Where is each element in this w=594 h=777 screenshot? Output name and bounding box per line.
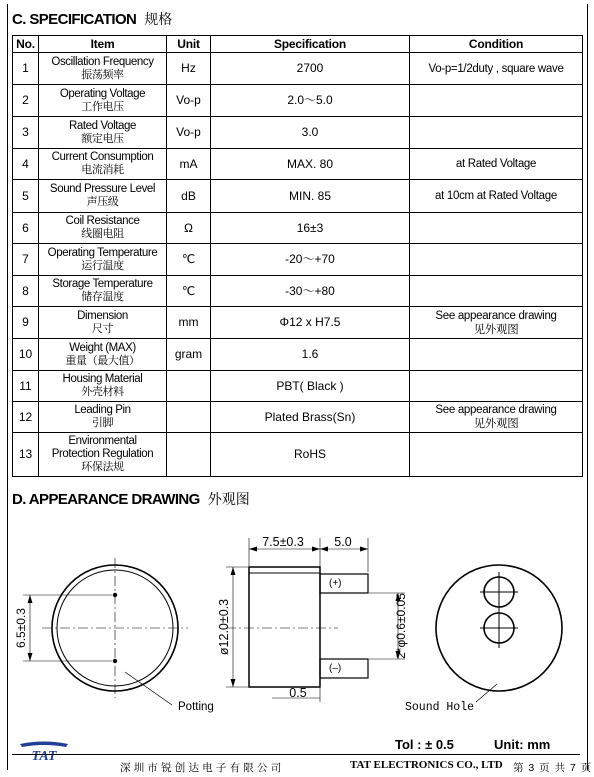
pin-negative xyxy=(320,659,368,678)
cell-item xyxy=(39,433,167,477)
cell-unit: Hz xyxy=(167,53,211,85)
cell-unit xyxy=(167,371,211,402)
cell-unit: gram xyxy=(167,339,211,371)
cell-no: 7 xyxy=(13,244,39,276)
condition-text: See appearance drawing xyxy=(435,309,557,322)
dim-pitch-label: 6.5±0.3 xyxy=(14,608,28,648)
item-name-en: Coil Resistance xyxy=(65,215,140,227)
table-body xyxy=(13,53,583,477)
pin-hole-bottom xyxy=(113,659,117,663)
logo-arc xyxy=(20,742,68,748)
cell-unit: dB xyxy=(167,180,211,213)
cell-no: 11 xyxy=(13,371,39,402)
table-row xyxy=(13,402,583,433)
page-number: 第 3 页 共 7 页 xyxy=(513,762,593,774)
cell-spec: -30～+80 xyxy=(211,276,410,307)
cell-condition xyxy=(410,371,583,402)
cell-no: 6 xyxy=(13,213,39,244)
appearance-drawing xyxy=(0,510,594,730)
cell-no: 2 xyxy=(13,85,39,117)
cell-no: 3 xyxy=(13,117,39,149)
item-name-en: Weight (MAX) xyxy=(69,341,136,354)
item-name-en: Sound Pressure Level xyxy=(49,183,156,195)
footer-rule xyxy=(12,754,580,755)
item-name-en: Current Consumption xyxy=(51,151,154,163)
item-name-en: Storage Temperature xyxy=(52,278,153,290)
cell-unit: mm xyxy=(167,307,211,339)
header-item: Item xyxy=(39,36,167,53)
table-row xyxy=(13,117,583,149)
table-row xyxy=(13,244,583,276)
table-row xyxy=(13,53,583,85)
company-logo xyxy=(18,741,70,763)
cell-spec: 2.0～5.0 xyxy=(211,85,410,117)
cell-item xyxy=(39,371,167,402)
logo-text: TAT xyxy=(31,749,57,763)
cell-unit: mA xyxy=(167,149,211,180)
potting-label: Potting xyxy=(178,701,214,713)
cell-unit: ℃ xyxy=(167,276,211,307)
header-unit: Unit xyxy=(167,36,211,53)
item-name-en: Rated Voltage xyxy=(68,119,137,132)
cell-unit: ℃ xyxy=(167,244,211,276)
cell-spec: Φ12 x H7.5 xyxy=(211,307,410,339)
side-view xyxy=(217,535,408,702)
item-name-en: Operating Voltage xyxy=(59,87,146,100)
cell-item xyxy=(39,85,167,117)
cell-spec: MAX. 80 xyxy=(211,149,410,180)
cell-no: 12 xyxy=(13,402,39,433)
section-d-heading xyxy=(12,489,250,509)
cell-condition xyxy=(410,339,583,371)
condition-text: See appearance drawing xyxy=(435,404,557,416)
cell-unit: Vo-p xyxy=(167,117,211,149)
condition-text: at Rated Voltage xyxy=(455,158,537,170)
table-row xyxy=(13,180,583,213)
cell-item xyxy=(39,244,167,276)
cell-unit xyxy=(167,402,211,433)
pin-positive-label: (+) xyxy=(329,578,342,589)
tolerance-note: Tol : ± 0.5 xyxy=(395,737,454,752)
cell-spec: RoHS xyxy=(211,433,410,477)
unit-note: Unit: mm xyxy=(494,737,551,752)
item-name-en-2: Protection Regulation xyxy=(51,448,154,460)
section-d-title: D. APPEARANCE DRAWING xyxy=(12,491,200,508)
cell-item xyxy=(39,117,167,149)
condition-text-cn: 见外观图 xyxy=(473,323,519,336)
item-name-cn: 额定电压 xyxy=(81,132,124,145)
item-name-cn: 重量（最大值） xyxy=(65,354,140,367)
cell-spec: 3.0 xyxy=(211,117,410,149)
cell-item xyxy=(39,276,167,307)
item-name-en: Oscillation Frequency xyxy=(51,55,154,68)
table-row xyxy=(13,307,583,339)
cell-no: 5 xyxy=(13,180,39,213)
header-condition: Condition xyxy=(410,36,583,53)
cell-unit xyxy=(167,433,211,477)
condition-text: Vo-p=1/2duty , square wave xyxy=(428,62,564,75)
header-spec: Specification xyxy=(211,36,410,53)
table-row xyxy=(13,213,583,244)
cell-spec: -20～+70 xyxy=(211,244,410,276)
sound-hole-leader xyxy=(476,684,497,702)
cell-condition xyxy=(410,307,583,339)
item-name-cn: 环保法规 xyxy=(81,461,124,473)
item-name-en: Leading Pin xyxy=(74,404,131,416)
table-header-row xyxy=(13,36,583,53)
cell-no: 9 xyxy=(13,307,39,339)
top-view xyxy=(405,565,562,714)
pin-hole-top xyxy=(113,593,117,597)
cell-condition xyxy=(410,244,583,276)
dim-pin-label: 5.0 xyxy=(334,535,352,549)
cell-no: 10 xyxy=(13,339,39,371)
table-row xyxy=(13,433,583,477)
cell-item xyxy=(39,213,167,244)
cell-condition xyxy=(410,213,583,244)
item-name-cn: 引脚 xyxy=(91,417,114,429)
table-row xyxy=(13,339,583,371)
cell-no: 8 xyxy=(13,276,39,307)
cell-condition xyxy=(410,85,583,117)
cell-condition xyxy=(410,149,583,180)
dim-base-label: 0.5 xyxy=(289,686,307,700)
item-name-cn: 外壳材料 xyxy=(81,386,124,398)
specification-table xyxy=(12,35,583,477)
cell-condition xyxy=(410,433,583,477)
cell-spec: PBT( Black ) xyxy=(211,371,410,402)
bottom-view xyxy=(14,558,214,713)
cell-spec: Plated Brass(Sn) xyxy=(211,402,410,433)
company-name-en: TAT ELECTRONICS CO., LTD xyxy=(350,759,503,771)
dim-pindia-label: 2*φ0.6±0.05 xyxy=(394,593,408,659)
item-name-cn: 电流消耗 xyxy=(81,164,124,176)
item-name-en: Housing Material xyxy=(62,373,143,385)
condition-text: at 10cm at Rated Voltage xyxy=(435,190,557,202)
item-name-cn: 线圈电阻 xyxy=(81,228,124,240)
item-name-cn: 声压级 xyxy=(86,196,119,208)
side-view-body xyxy=(249,567,320,687)
cell-no: 4 xyxy=(13,149,39,180)
pin-negative-label: (–) xyxy=(329,663,342,674)
cell-unit: Ω xyxy=(167,213,211,244)
item-name-cn: 储存温度 xyxy=(81,291,124,303)
condition-text-cn: 见外观图 xyxy=(473,418,519,430)
cell-no: 1 xyxy=(13,53,39,85)
sound-hole-label: Sound Hole xyxy=(405,701,475,714)
cell-spec: 2700 xyxy=(211,53,410,85)
dim-dia-label: ø12.0±0.3 xyxy=(217,598,231,656)
cell-no: 13 xyxy=(13,433,39,477)
table-row xyxy=(13,276,583,307)
company-name-cn: 深圳市锐创达电子有限公司 xyxy=(120,762,285,774)
header-no: No. xyxy=(13,36,39,53)
item-name-cn: 尺寸 xyxy=(91,322,114,335)
section-c-title: C. SPECIFICATION xyxy=(12,11,137,28)
cell-condition xyxy=(410,53,583,85)
cell-condition xyxy=(410,402,583,433)
table-row xyxy=(13,149,583,180)
cell-condition xyxy=(410,276,583,307)
cell-item xyxy=(39,339,167,371)
item-name-cn: 工作电压 xyxy=(81,100,124,113)
table-row xyxy=(13,85,583,117)
cell-item xyxy=(39,53,167,85)
cell-unit: Vo-p xyxy=(167,85,211,117)
item-name-en: Environmental xyxy=(68,435,137,447)
item-name-en: Operating Temperature xyxy=(47,246,158,259)
cell-item xyxy=(39,402,167,433)
cell-condition xyxy=(410,117,583,149)
cell-spec: MIN. 85 xyxy=(211,180,410,213)
item-name-cn: 运行温度 xyxy=(81,259,124,272)
dim-width-label: 7.5±0.3 xyxy=(262,535,304,549)
pin-positive xyxy=(320,574,368,593)
cell-item xyxy=(39,149,167,180)
item-name-en: Dimension xyxy=(77,309,128,322)
section-c-heading xyxy=(12,9,172,29)
table-row xyxy=(13,371,583,402)
cell-item xyxy=(39,307,167,339)
cell-item xyxy=(39,180,167,213)
cell-spec: 1.6 xyxy=(211,339,410,371)
cell-spec: 16±3 xyxy=(211,213,410,244)
section-c-title-cn: 规格 xyxy=(144,11,173,27)
cell-condition xyxy=(410,180,583,213)
item-name-cn: 振荡频率 xyxy=(81,68,124,81)
section-d-title-cn: 外观图 xyxy=(207,491,250,507)
